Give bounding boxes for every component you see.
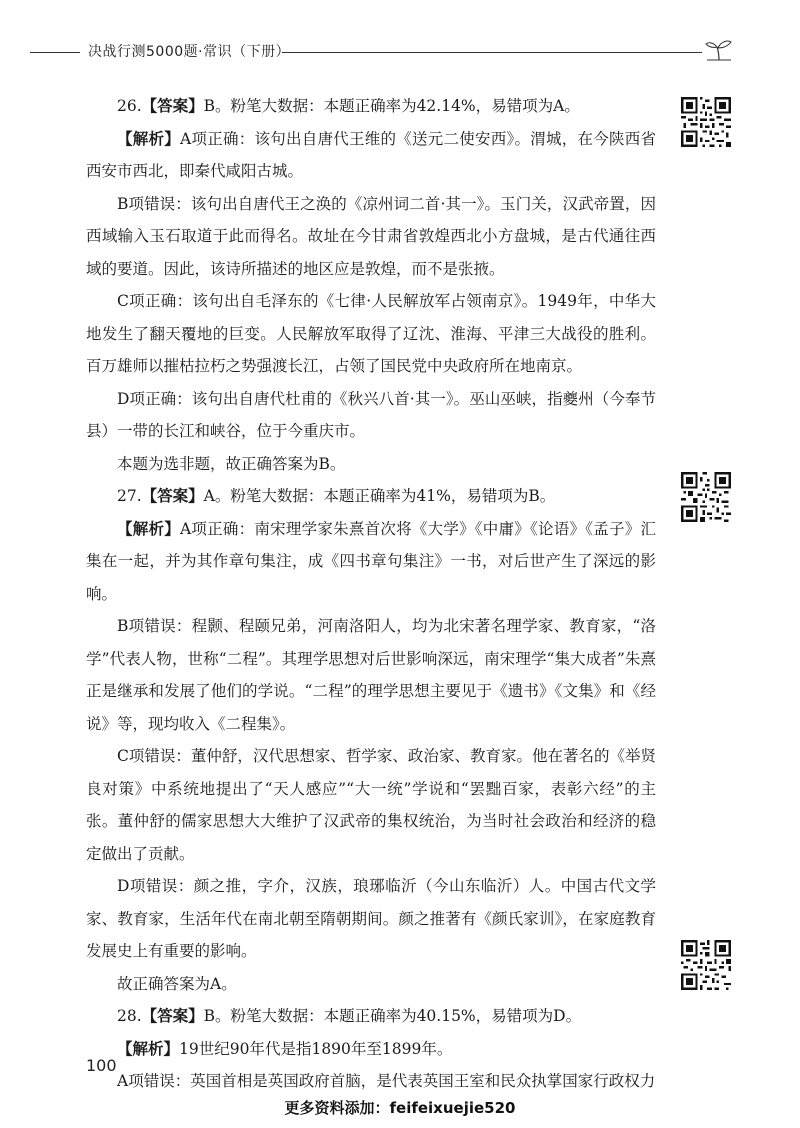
header-rule-right [282,52,702,53]
qr-code-icon[interactable] [681,97,731,147]
answer-tag: 【答案】 [141,486,204,505]
paragraph-q27-analysis: 【解析】A项正确：南宋理学家朱熹首次将《大学》《中庸》《论语》《孟子》汇集在一起，并为其作章句集注，成《四书章句集注》一书，对后世产生了深远的影响。 [86,518,656,603]
analysis-tag: 【解析】 [117,518,180,538]
answer-tag: 【答案】 [141,1006,204,1025]
analysis-tag: 【解析】 [117,1038,180,1058]
answer-explanations [86,90,656,1098]
paragraph-q26-conclusion: 本题为选非题，故正确答案为B。 [117,454,346,473]
footer-note: 更多资料添加：feifeixuejie520 [284,1099,516,1117]
paragraph-q26-answer: 26.【答案】B。粉笔大数据：本题正确率为42.14%，易错项为A。 [117,96,580,115]
paragraph-q27-option-c: C项错误：董仲舒，汉代思想家、哲学家、政治家、教育家。他在著名的《举贤良对策》中系统地提出了“天人感应”“大一统”学说和“罢黜百家，表彰六经”的主张。董仲舒的儒家思想大大维护了汉武帝的集权统治，为当时社会政治和经济的稳定做出了贡献。 [86,747,656,863]
paragraph-q27-option-b: B项错误：程颢、程颐兄弟，河南洛阳人，均为北宋著名理学家、教育家，“洛学”代表人物，世称“二程”。其理学思想对后世影响深远，南宋理学“集大成者”朱熹正是继承和发展了他们的学说。“二程”的理学思想主要见于《遗书》《文集》和《经说》等，现均收入《二程集》。 [86,617,656,733]
qr-code-icon[interactable] [681,940,731,990]
paragraph-q26-option-b: B项错误：该句出自唐代王之涣的《凉州词二首·其一》。玉门关，汉武帝置，因西域输入玉石取道于此而得名。故址在今甘肃省敦煌西北小方盘城，是古代通往西域的要道。因此，该诗所描述的地区应是敦煌，而不是张掖。 [86,194,656,278]
paragraph-q27-conclusion: 故正确答案为A。 [117,974,237,993]
header-rule-left [30,52,80,53]
paragraph-q26-option-d: D项正确：该句出自唐代杜甫的《秋兴八首·其一》。巫山巫峡，指夔州（今奉节县）一带的长江和峡谷，位于今重庆市。 [86,389,656,440]
paragraph-q26-analysis: 【解析】A项正确：该句出自唐代王维的《送元二使安西》。渭城，在今陕西省西安市西北，即秦代咸阳古城。 [86,128,656,180]
answer-tag: 【答案】 [141,96,204,115]
qr-code-icon[interactable] [681,472,731,522]
book-title: 决战行测5000题·常识（下册） [88,44,291,60]
sprout-icon [704,38,734,62]
paragraph-q28-analysis: 【解析】19世纪90年代是指1890年至1899年。 [117,1038,453,1058]
paragraph-q28-answer: 28.【答案】B。粉笔大数据：本题正确率为40.15%，易错项为D。 [117,1006,582,1025]
analysis-tag: 【解析】 [117,128,181,148]
page-header [0,36,800,66]
paragraph-q26-option-c: C项正确：该句出自毛泽东的《七律·人民解放军占领南京》。1949年，中华大地发生了翻天覆地的巨变。人民解放军取得了辽沈、淮海、平津三大战役的胜利。百万雄师以摧枯拉朽之势强渡长江，占领了国民党中央政府所在地南京。 [86,292,656,375]
paragraph-q27-answer: 27.【答案】A。粉笔大数据：本题正确率为41%，易错项为B。 [117,486,556,505]
paragraph-q27-option-d: D项错误：颜之推，字介，汉族，琅琊临沂（今山东临沂）人。中国古代文学家、教育家，生活年代在南北朝至隋朝期间。颜之推著有《颜氏家训》，在家庭教育发展史上有重要的影响。 [86,877,656,960]
page-number: 100 [86,1056,117,1075]
paragraph-q28-option-a: A项错误：英国首相是英国政府首脑，是代表英国王室和民众执掌国家行政权力 [117,1072,656,1090]
